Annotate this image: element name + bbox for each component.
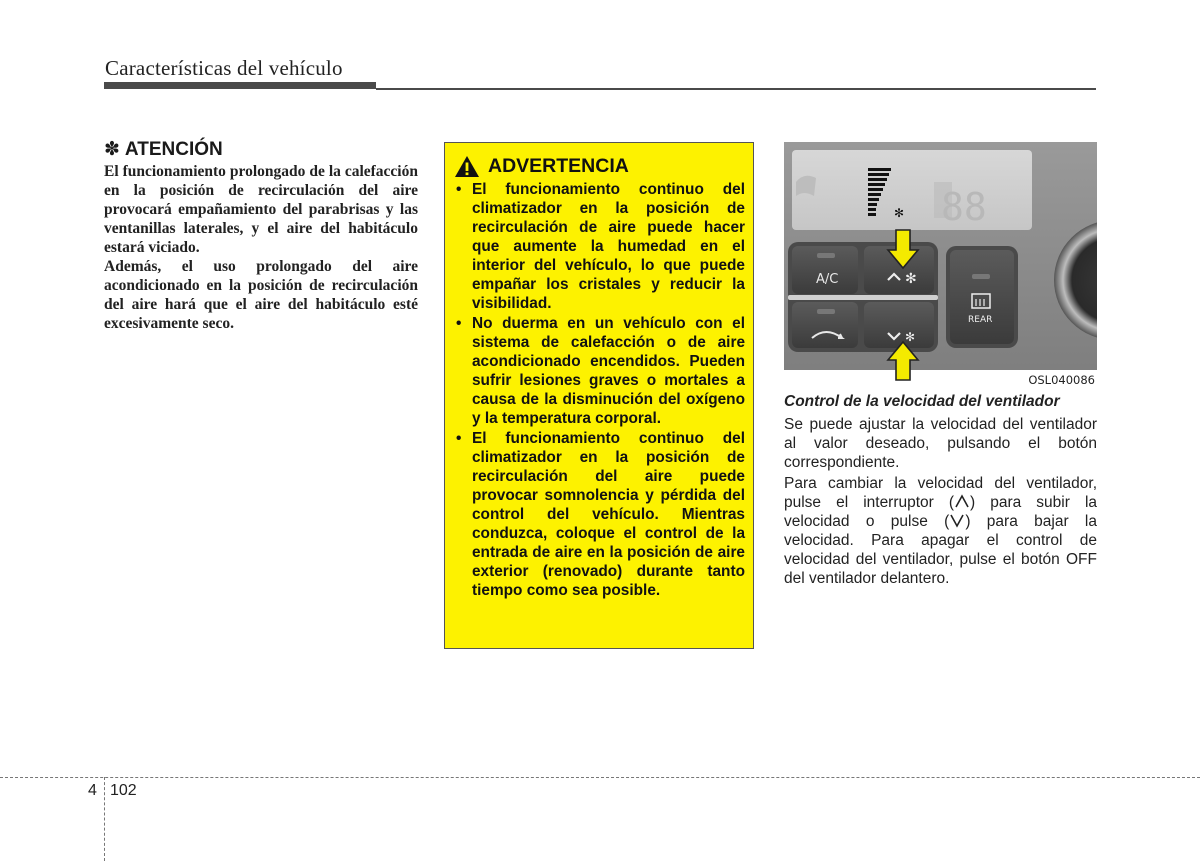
svg-text:✻: ✻ bbox=[905, 271, 917, 287]
attention-block bbox=[104, 138, 418, 333]
asterisk-icon: ✽ bbox=[104, 139, 120, 160]
fan-control-text bbox=[784, 415, 1097, 590]
warning-item: • No duerma en un vehículo con el sistema de calefacción o de aire acondicionado encendidos. Pueden sufrir lesiones graves o mortales a causa de la disminución del oxígeno y la temperatura corporal. bbox=[456, 315, 745, 427]
climate-panel-illustration bbox=[784, 142, 1097, 392]
section-title: Características del vehículo bbox=[105, 56, 343, 80]
header-rule-thin bbox=[376, 88, 1096, 90]
footer-vertical-rule bbox=[104, 777, 105, 861]
warning-box bbox=[444, 142, 754, 649]
bullet: • bbox=[456, 430, 462, 447]
warning-triangle-icon bbox=[454, 155, 480, 178]
svg-text:✻: ✻ bbox=[905, 330, 916, 344]
page-number: 102 bbox=[110, 782, 137, 799]
warning-item: • El funcionamiento continuo del climatizador en la posición de recirculación del aire puede provocar somnolencia y pérdida del control del vehículo. Mientras conduzca, coloque el control de la entrada de aire en la posición de aire exterior (renovado) durante tanto tiempo como sea posible. bbox=[456, 430, 745, 599]
svg-text:88: 88 bbox=[941, 185, 987, 229]
attention-paragraph: El funcionamiento prolongado de la calefacción en la posición de recirculación del aire provocará empañamiento del parabrisas y las ventanillas laterales, y el aire del habitáculo estará viciado. bbox=[104, 163, 418, 256]
warning-title: ADVERTENCIA bbox=[488, 155, 629, 177]
svg-text:REAR: REAR bbox=[968, 315, 993, 325]
svg-text:A/C: A/C bbox=[816, 272, 839, 287]
svg-text:OSL040086: OSL040086 bbox=[1028, 373, 1095, 387]
svg-text:✻: ✻ bbox=[894, 206, 905, 220]
footer-rule bbox=[0, 777, 1200, 778]
fan-control-paragraph: Se puede ajustar la velocidad del ventilador al valor deseado, pulsando el botón correspondiente. bbox=[784, 416, 1097, 471]
fan-up-icon bbox=[954, 493, 970, 509]
warning-list bbox=[454, 180, 745, 600]
attention-paragraph: Además, el uso prolongado del aire acondicionado en la posición de recirculación del aire hará que el aire del habitáculo esté excesivamente seco. bbox=[104, 258, 418, 332]
climate-panel-photo bbox=[784, 142, 1097, 392]
warning-heading bbox=[454, 155, 745, 178]
bullet: • bbox=[456, 315, 462, 332]
attention-title: ATENCIÓN bbox=[124, 139, 223, 160]
header-rule-thick bbox=[104, 82, 376, 89]
figure-caption: Control de la velocidad del ventilador bbox=[784, 393, 1060, 410]
chapter-number: 4 bbox=[88, 782, 97, 799]
fan-down-icon bbox=[949, 512, 965, 528]
bullet: • bbox=[456, 181, 462, 198]
fan-control-paragraph: Para cambiar la velocidad del ventilador, pulse el interruptor ( ) para subir la velocidad o pulse ( ) para bajar la velocidad. Para apagar el control de velocidad del ventilador, pulse el botón OFF del ventilador delantero. bbox=[784, 475, 1098, 587]
warning-item: • El funcionamiento continuo del climatizador en la posición de recirculación de aire puede hacer que aumente la humedad en el interior del vehículo, lo que puede empañar los cristales y reducir la visibilidad. bbox=[456, 181, 745, 312]
attention-heading bbox=[104, 138, 418, 161]
